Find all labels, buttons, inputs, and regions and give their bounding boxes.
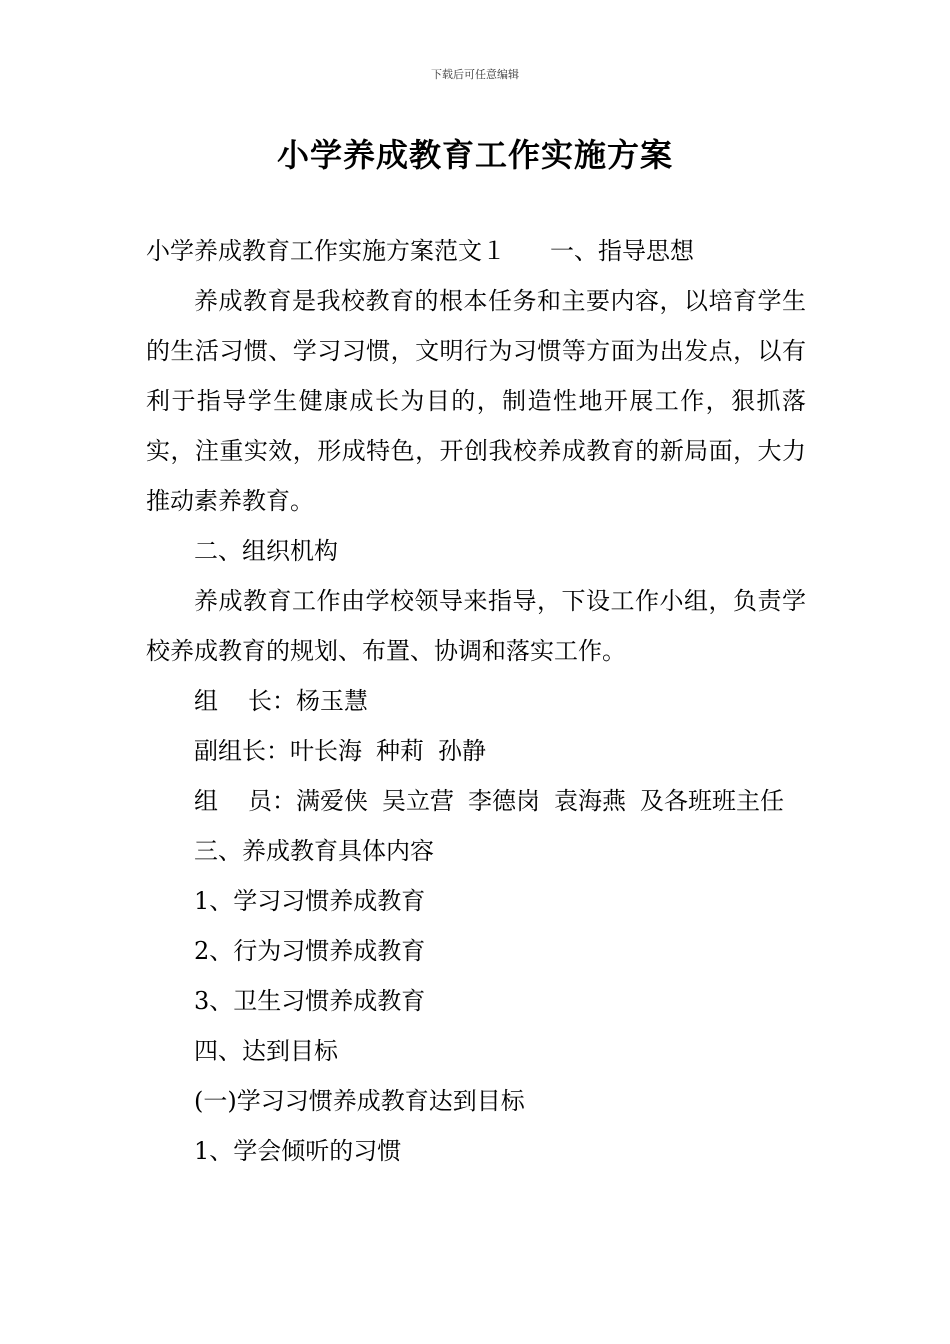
members-label-a: 组 [194,787,218,815]
member-name: 袁海燕 [554,787,626,815]
paragraph-guiding: 养成教育是我校教育的根本任务和主要内容，以培育学生的生活习惯、学习习惯，文明行为习惯等方面为出发点，以有利于指导学生健康成长为目的，制造性地开展工作，狠抓落实，注重实效，形成特色，开创我校养成教育的新局面，大力推动素养教育。 [146,287,806,515]
member-name: 满爱侠 [296,787,368,815]
section-heading-org: 二、组织机构 [194,537,338,565]
intro-line [146,226,806,276]
section-heading-content: 三、养成教育具体内容 [194,837,434,865]
vice-leader-label: 副组长： [194,737,290,765]
goal-item: 1、学会倾听的习惯 [194,1137,402,1165]
members-label-b: 员： [248,787,296,815]
leader-name: 杨玉慧 [296,687,368,715]
intro-lead: 小学养成教育工作实施方案范文１ [146,237,506,265]
header-note: 下载后可任意编辑 [431,68,519,81]
section-heading-guiding: 一、指导思想 [550,237,694,265]
members-line [146,776,806,826]
content-item: 1、学习习惯养成教育 [194,887,426,915]
goal-subheading: (一)学习习惯养成教育达到目标 [194,1087,525,1115]
paragraph-org: 养成教育工作由学校领导来指导，下设工作小组，负责学校养成教育的规划、布置、协调和落实工作。 [146,587,806,665]
vice-leader-line [146,726,806,776]
document-title: 小学养成教育工作实施方案 [276,136,673,174]
vice-leader-name: 种莉 [376,737,424,765]
content-item: 2、行为习惯养成教育 [194,937,426,965]
vice-leader-name: 叶长海 [290,737,362,765]
section-heading-goals: 四、达到目标 [194,1037,338,1065]
leader-label-b: 长： [248,687,296,715]
member-name: 及各班班主任 [640,787,784,815]
content-item: 3、卫生习惯养成教育 [194,987,426,1015]
document-body [146,226,806,1176]
member-name: 吴立营 [382,787,454,815]
vice-leader-name: 孙静 [438,737,486,765]
leader-line [146,676,806,726]
leader-label-a: 组 [194,687,218,715]
member-name: 李德岗 [468,787,540,815]
